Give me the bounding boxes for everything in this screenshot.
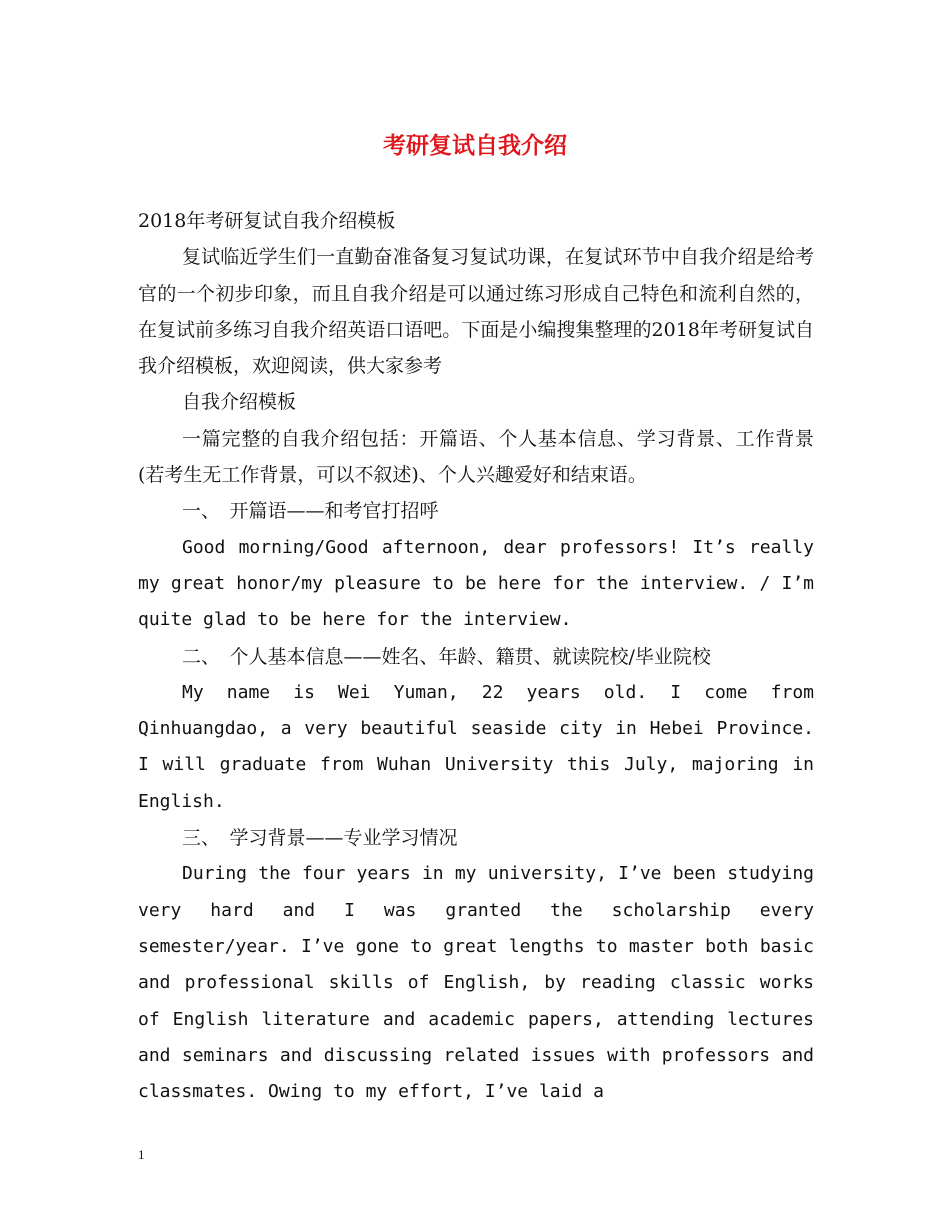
section-heading-template: 自我介绍模板 xyxy=(182,391,297,414)
document-body xyxy=(138,203,814,1110)
structure-paragraph: 一篇完整的自我介绍包括：开篇语、个人基本信息、学习背景、工作背景(若考生无工作背景，可以不叙述)、个人兴趣爱好和结束语。 xyxy=(138,427,814,487)
english-paragraph-basic-info: My name is Wei Yuman, 22 years old. I come from Qinhuangdao, a very beautiful seaside city in Hebei Province. I will graduate from Wuhan University this July, majoring in English. xyxy=(138,681,814,812)
subtitle-paragraph: 2018年考研复试自我介绍模板 xyxy=(138,210,396,232)
english-paragraph-opening: Good morning/Good afternoon, dear professors! It’s really my great honor/my pleasure to be here for the interview. / I’m quite glad to be here for the interview. xyxy=(138,536,814,631)
page-number: 1 xyxy=(138,1147,145,1162)
english-paragraph-study-background: During the four years in my university, I’ve been studying very hard and I was granted the scholarship every semester/year. I’ve gone to great lengths to master both basic and professional skills of English, by reading classic works of English literature and academic papers, attending lectures and seminars and discussing related issues with professors and classmates. Owing to my effort, I’ve laid a xyxy=(138,863,814,1103)
section-heading-basic-info: 二、 个人基本信息——姓名、年龄、籍贯、就读院校/毕业院校 xyxy=(182,645,711,668)
section-heading-opening: 一、 开篇语——和考官打招呼 xyxy=(182,500,439,523)
section-heading-study-background: 三、 学习背景——专业学习情况 xyxy=(182,827,458,850)
document-title: 考研复试自我介绍 xyxy=(383,132,567,159)
intro-paragraph: 复试临近学生们一直勤奋准备复习复试功课，在复试环节中自我介绍是给考官的一个初步印象，而且自我介绍是可以通过练习形成自己特色和流利自然的，在复试前多练习自我介绍英语口语吧。下面是小编搜集整理的2018年考研复试自我介绍模板，欢迎阅读，供大家参考 xyxy=(138,246,814,378)
